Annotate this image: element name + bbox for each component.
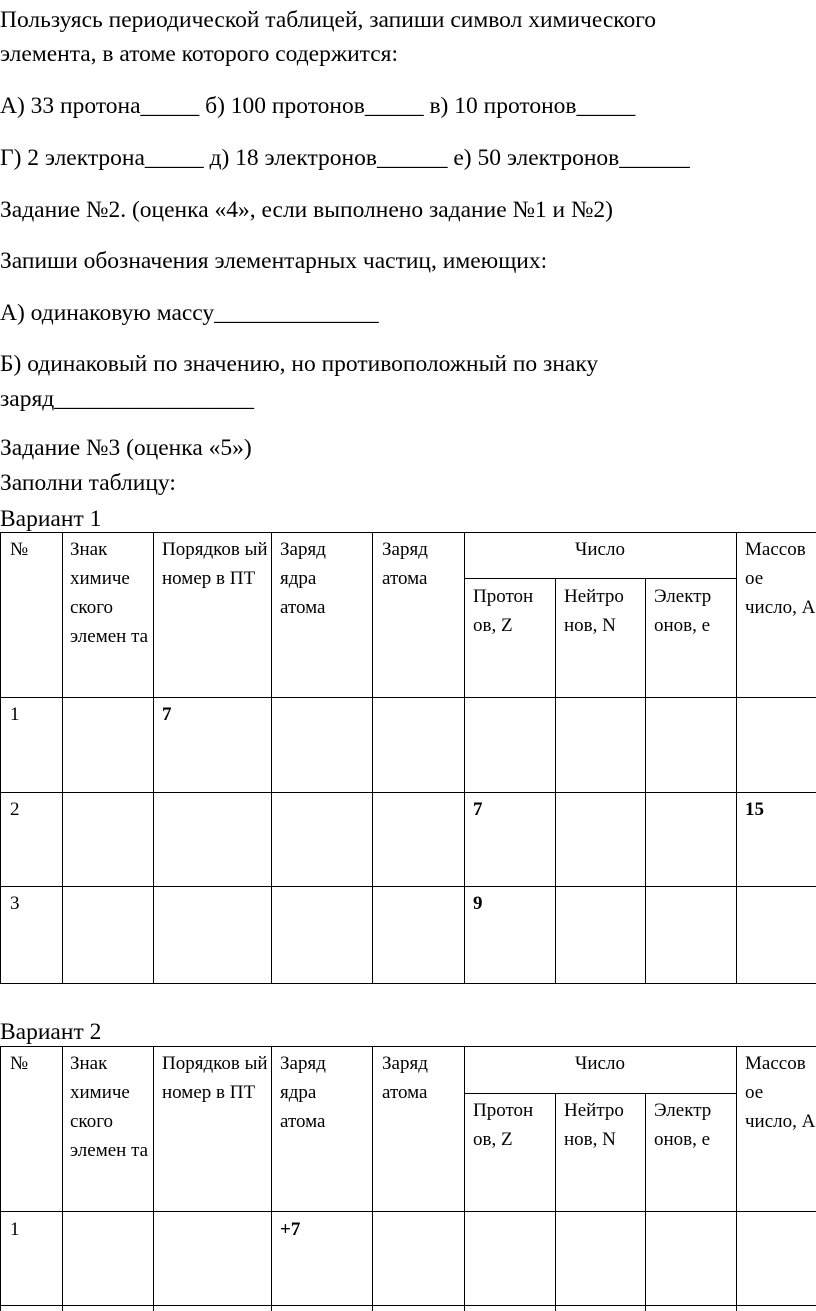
v1-row2-number: 2	[10, 799, 20, 820]
task2-item-a: А) одинаковую массу______________	[0, 300, 379, 326]
v2-header-order-number: Порядков ый номер в ПТ	[162, 1053, 268, 1103]
v1-row2-protons[interactable]: 7	[473, 799, 483, 820]
task2-item-b-line2: заряд_________________	[0, 386, 254, 412]
task2-item-b-line1: Б) одинаковый по значению, но противоположный по знаку	[0, 351, 599, 377]
v1-row1-order-number[interactable]: 7	[162, 704, 172, 725]
v2-header-nucleus-charge: Заряд ядра атома	[280, 1053, 326, 1132]
v1-header-number: №	[10, 539, 29, 560]
v1-row2-mass-number[interactable]: 15	[745, 799, 764, 820]
v2-row1-number: 1	[10, 1219, 20, 1240]
v1-row3-number: 3	[10, 893, 20, 914]
v2-header-neutrons: Нейтро нов, N	[564, 1100, 624, 1150]
v2-header-element-sign: Знак химиче ского элемен та	[70, 1053, 149, 1161]
task2-prompt: Запиши обозначения элементарных частиц, имеющих:	[0, 248, 548, 274]
variant1-label: Вариант 1	[0, 506, 102, 532]
v1-header-neutrons: Нейтро нов, N	[564, 586, 624, 636]
v1-header-atom-charge: Заряд атома	[382, 539, 428, 589]
v1-row3-protons[interactable]: 9	[473, 893, 483, 914]
task3-title: Задание №3 (оценка «5»)	[0, 435, 252, 461]
v2-row1-nucleus-charge[interactable]: +7	[280, 1219, 301, 1240]
v2-header-atom-charge: Заряд атома	[382, 1053, 428, 1103]
v2-header-electrons: Электр онов, е	[654, 1100, 712, 1150]
intro-line-2: элемента, в атоме которого содержится:	[0, 41, 398, 67]
v1-header-order-number: Порядков ый номер в ПТ	[162, 539, 268, 589]
v2-header-count: Число	[575, 1053, 625, 1074]
v2-header-protons: Протон ов, Z	[473, 1100, 534, 1150]
v1-header-mass-number: Массов ое число, А	[745, 539, 816, 618]
v1-header-element-sign: Знак химиче ского элемен та	[70, 539, 149, 647]
task1-row-g: Г) 2 электрона_____ д) 18 электронов______ е) 50 электронов______	[0, 145, 690, 171]
v1-row1-number: 1	[10, 704, 20, 725]
task3-instruction: Заполни таблицу:	[0, 470, 176, 496]
task1-row-a: А) 33 протона_____ б) 100 протонов_____ в) 10 протонов_____	[0, 93, 636, 119]
task2-title: Задание №2. (оценка «4», если выполнено задание №1 и №2)	[0, 197, 614, 223]
intro-line-1: Пользуясь периодической таблицей, запиши символ химического	[0, 7, 657, 33]
v1-header-electrons: Электр онов, е	[654, 586, 712, 636]
v1-header-protons: Протон ов, Z	[473, 586, 534, 636]
v1-header-count: Число	[575, 539, 625, 560]
v2-header-mass-number: Массов ое число, А	[745, 1053, 816, 1132]
v2-header-number: №	[10, 1053, 29, 1074]
variant2-label: Вариант 2	[0, 1019, 102, 1045]
v1-header-nucleus-charge: Заряд ядра атома	[280, 539, 326, 618]
